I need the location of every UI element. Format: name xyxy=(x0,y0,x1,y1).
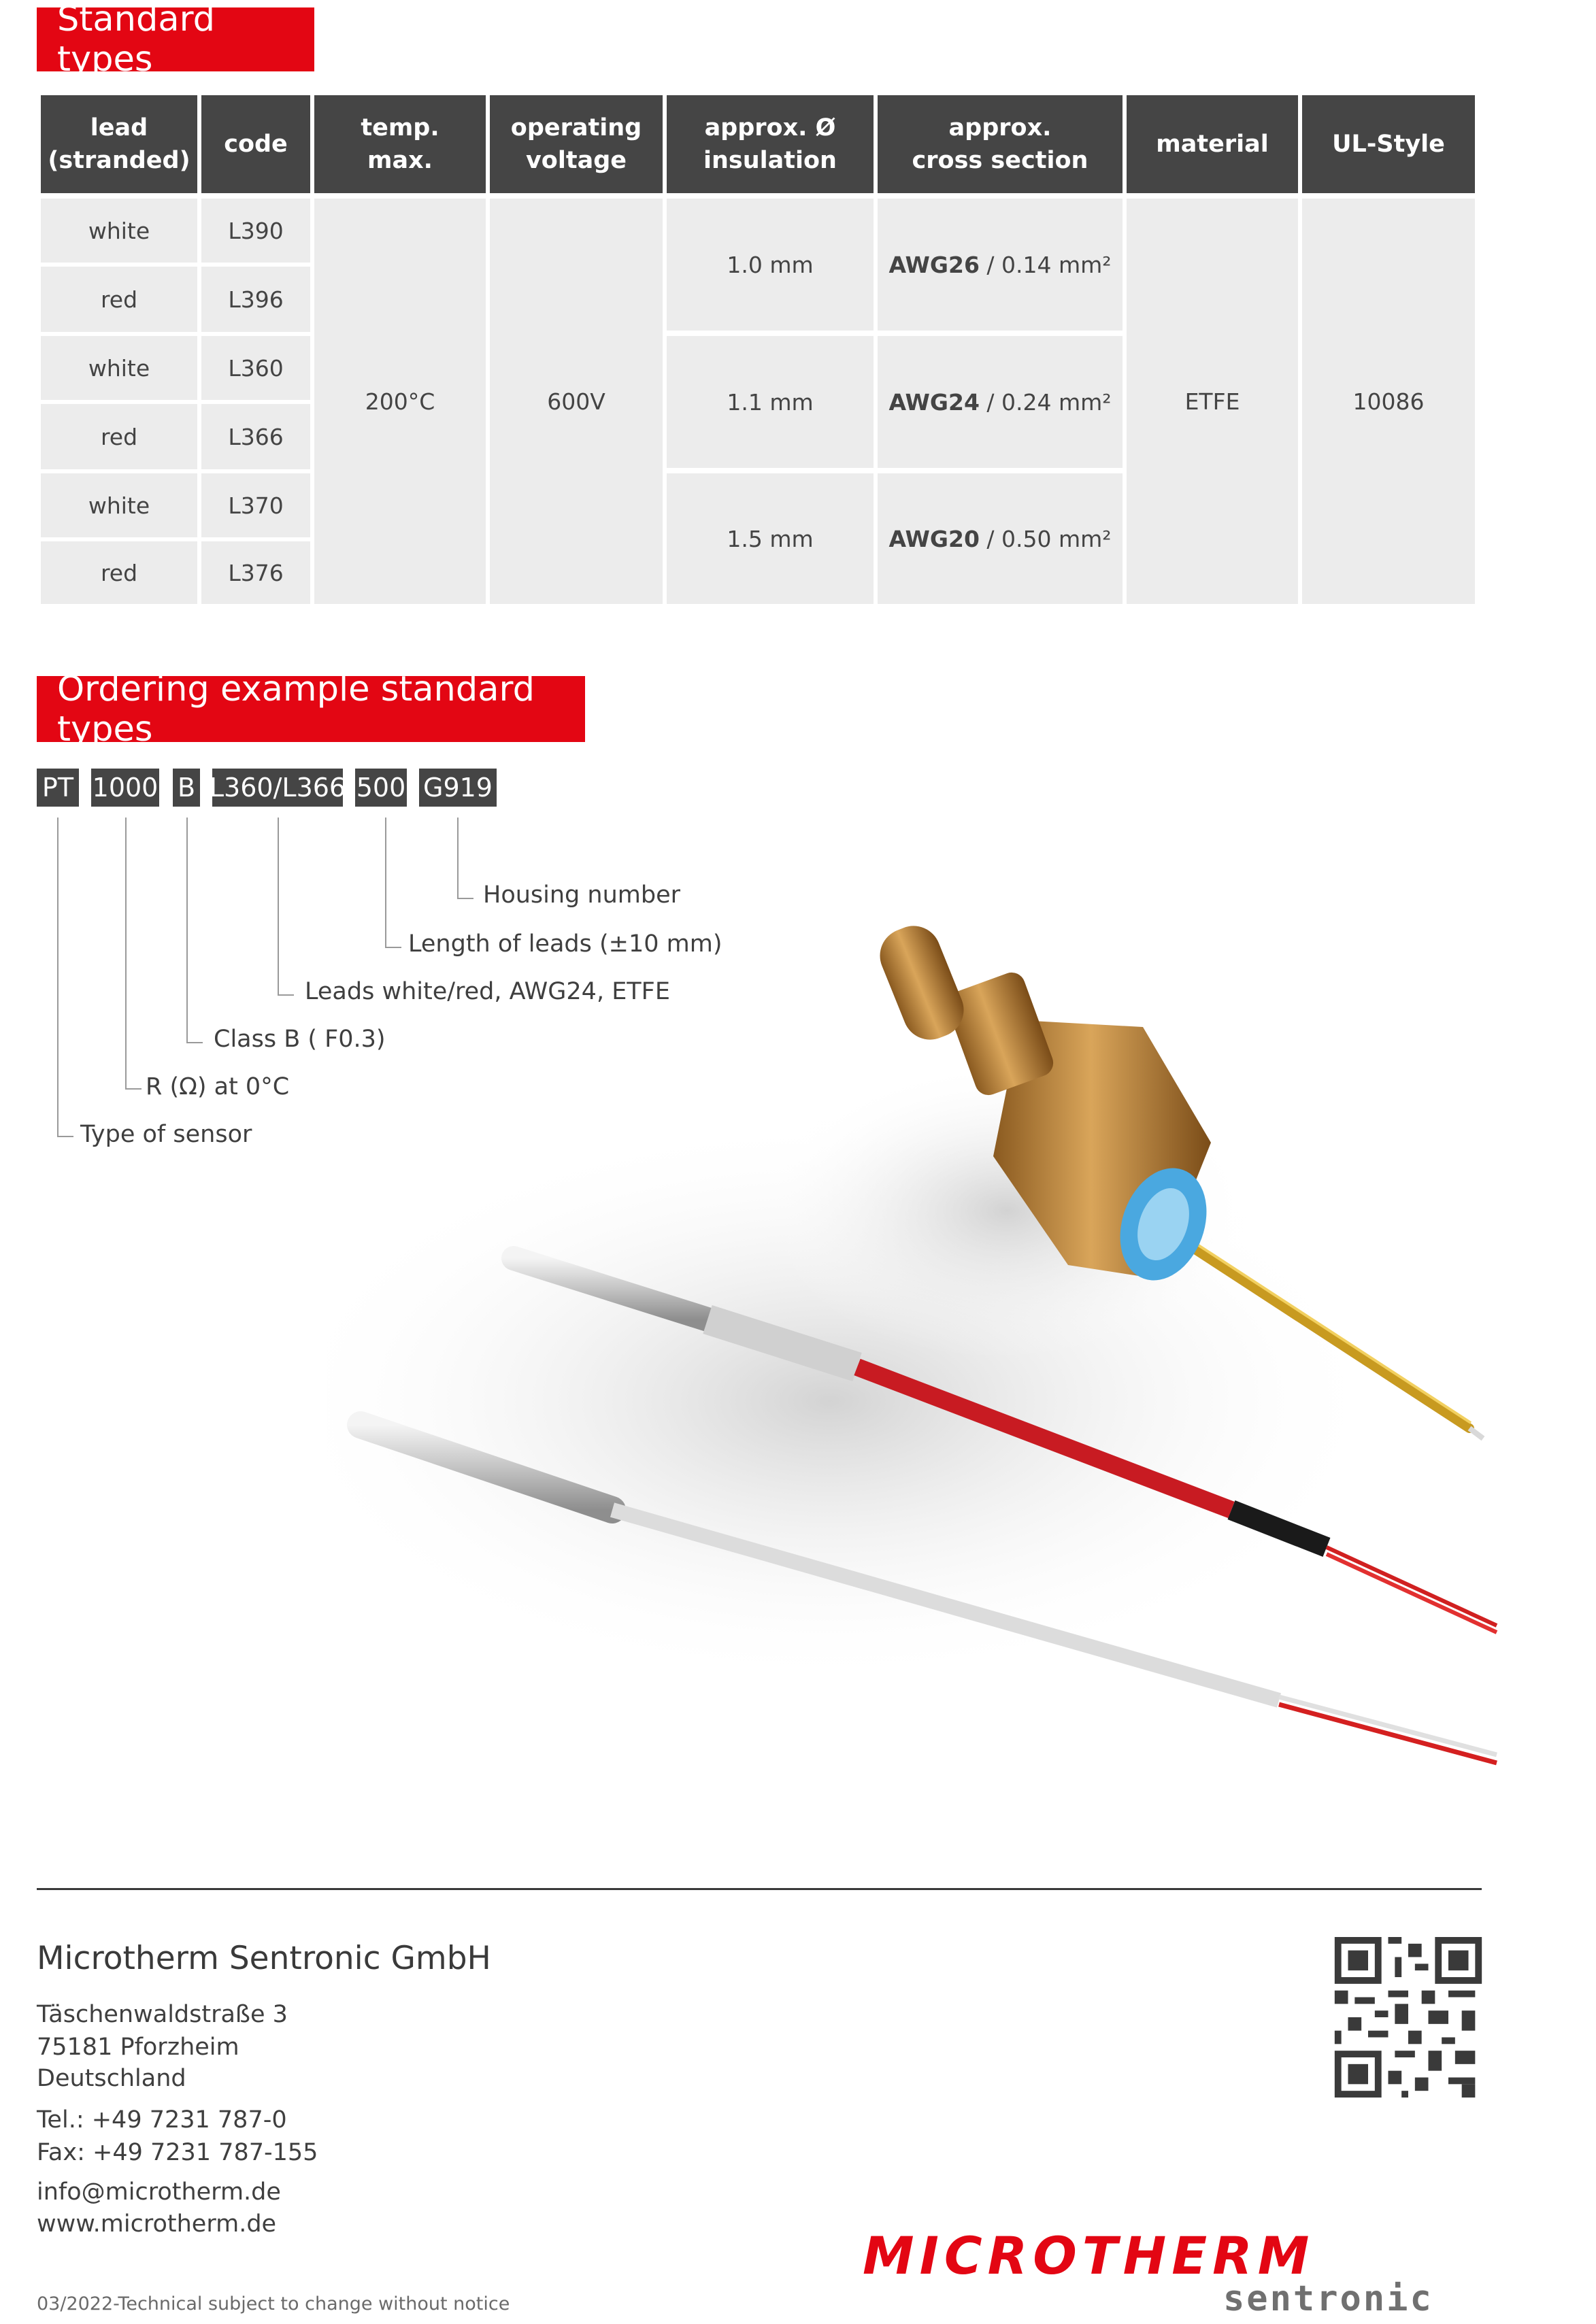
cell-material: ETFE xyxy=(1127,199,1298,604)
code-segment-resistance: 1000 xyxy=(91,769,159,807)
header-temp: temp. max. xyxy=(314,95,486,193)
cell-voltage: 600V xyxy=(490,199,663,604)
section-title-ordering-example: Ordering example standard types xyxy=(37,676,585,742)
legend-leads: Leads white/red, AWG24, ETFE xyxy=(305,978,670,1005)
cell-temp: 200°C xyxy=(314,199,486,604)
cell-lead: white xyxy=(41,473,197,537)
cell-lead: white xyxy=(41,336,197,400)
sentronic-logo: sentronic xyxy=(1223,2278,1433,2319)
header-ul-style: UL-Style xyxy=(1302,95,1475,193)
code-segment-length: 500 xyxy=(355,769,407,807)
header-insulation: approx. Ø insulation xyxy=(667,95,874,193)
header-code: code xyxy=(201,95,310,193)
header-lead: lead (stranded) xyxy=(41,95,197,193)
address-city: 75181 Pforzheim xyxy=(37,2034,239,2061)
cell-code: L396 xyxy=(201,267,310,332)
header-voltage: operating voltage xyxy=(490,95,663,193)
cell-lead: white xyxy=(41,199,197,263)
footer-divider xyxy=(37,1888,1482,1890)
address-street: Täschenwaldstraße 3 xyxy=(37,2001,288,2028)
cell-lead: red xyxy=(41,404,197,469)
section-title-standard-types: Standard types xyxy=(37,7,314,71)
fax-number: Fax: +49 7231 787-155 xyxy=(37,2139,318,2166)
sensor-products-illustration xyxy=(327,871,1592,1850)
code-segment-housing: G919 xyxy=(419,769,497,807)
disclaimer: 03/2022-Technical subject to change without notice xyxy=(37,2293,510,2314)
cell-cross-section xyxy=(878,473,1123,604)
legend-class: Class B ( F0.3) xyxy=(214,1026,386,1053)
cell-code: L360 xyxy=(201,336,310,400)
code-segment-leads: L360/L366 xyxy=(212,769,343,807)
header-cross-section: approx. cross section xyxy=(878,95,1123,193)
qr-code xyxy=(1333,1937,1483,2098)
cell-cross-section xyxy=(878,336,1123,468)
company-name: Microtherm Sentronic GmbH xyxy=(37,1940,491,1977)
legend-connector xyxy=(125,818,142,1090)
cell-insulation: 1.0 mm xyxy=(667,199,874,331)
cell-insulation: 1.1 mm xyxy=(667,336,874,468)
legend-length: Length of leads (±10 mm) xyxy=(408,930,722,958)
legend-resistance: R (Ω) at 0°C xyxy=(146,1073,290,1100)
cell-insulation: 1.5 mm xyxy=(667,473,874,604)
legend-housing-number: Housing number xyxy=(483,881,680,909)
header-material: material xyxy=(1127,95,1298,193)
cell-code: L376 xyxy=(201,541,310,604)
awg-value: AWG24 xyxy=(888,388,980,416)
phone-number: Tel.: +49 7231 787-0 xyxy=(37,2106,287,2134)
cell-lead: red xyxy=(41,267,197,332)
cell-ul-style: 10086 xyxy=(1302,199,1475,604)
cell-lead: red xyxy=(41,541,197,604)
legend-connector xyxy=(278,818,294,996)
cell-code: L370 xyxy=(201,473,310,537)
legend-connector xyxy=(186,818,203,1043)
awg-value: AWG26 xyxy=(888,251,980,278)
code-segment-type: PT xyxy=(37,769,79,807)
code-segment-class: B xyxy=(173,769,200,807)
email-link[interactable]: info@microtherm.de xyxy=(37,2178,281,2206)
cell-code: L390 xyxy=(201,199,310,263)
cell-cross-section xyxy=(878,199,1123,331)
area-value: / 0.24 mm² xyxy=(979,388,1112,416)
legend-sensor-type: Type of sensor xyxy=(80,1121,252,1148)
address-country: Deutschland xyxy=(37,2065,186,2092)
cell-code: L366 xyxy=(201,404,310,469)
legend-connector xyxy=(57,818,73,1137)
awg-value: AWG20 xyxy=(888,525,980,552)
microtherm-logo: MICROTHERM xyxy=(863,2225,1315,2286)
area-value: / 0.14 mm² xyxy=(979,251,1112,278)
area-value: / 0.50 mm² xyxy=(979,525,1112,552)
website-link[interactable]: www.microtherm.de xyxy=(37,2210,277,2238)
